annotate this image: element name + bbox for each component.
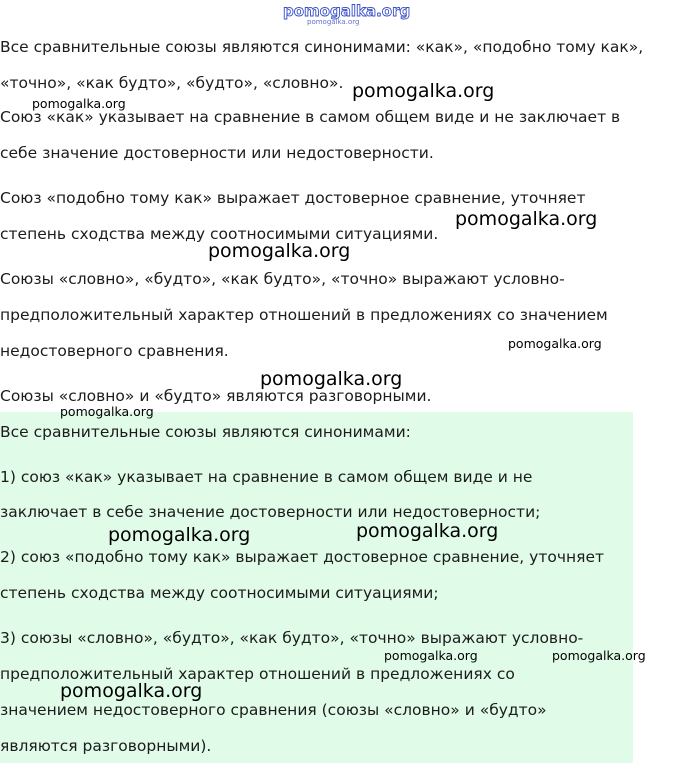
watermark-text: pomogalka.org [455,208,598,230]
answer-line: предположительный характер отношений в предложениях со [0,665,515,683]
theory-line: себе значение достоверности или недостоверности. [0,144,434,162]
theory-line: предположительный характер отношений в предложениях со значением [0,306,608,324]
theory-line: Союз «как» указывает на сравнение в самом общем виде и не заключает в [0,108,621,126]
watermark-text: pomogalka.org [32,96,126,111]
theory-line: недостоверного сравнения. [0,342,229,360]
answer-line: значением недостоверного сравнения (союзы «словно» и «будто» [0,701,547,719]
watermark-text: pomogalka.org [60,680,203,702]
watermark-text: pomogalka.org [356,520,499,542]
theory-line: Союз «подобно тому как» выражает достоверное сравнение, уточняет [0,189,586,207]
answer-line: 3) союзы «словно», «будто», «как будто», «точно» выражают условно- [0,629,584,647]
theory-line: Союзы «словно» и «будто» являются разговорными. [0,387,432,405]
answer-line: 2) союз «подобно тому как» выражает достоверное сравнение, уточняет [0,548,605,566]
header-logo-reflection: pomogalka.org [307,18,360,26]
answer-line: степень сходства между соотносимыми ситуациями; [0,584,439,602]
answer-line: заключает в себе значение достоверности или недостоверности; [0,503,541,521]
watermark-text: pomogalka.org [552,648,646,663]
theory-line: Союзы «словно», «будто», «как будто», «точно» выражают условно- [0,270,565,288]
watermark-text: pomogalka.org [352,80,495,102]
watermark-text: pomogalka.org [384,648,478,663]
watermark-text: pomogalka.org [108,524,251,546]
header-logo: pomogalka.org [283,2,411,20]
watermark-text: pomogalka.org [60,404,154,419]
theory-line: Все сравнительные союзы являются синонимами: «как», «подобно тому как», [0,38,644,56]
watermark-text: pomogalka.org [508,336,602,351]
answer-line: 1) союз «как» указывает на сравнение в самом общем виде и не [0,468,533,486]
theory-line: степень сходства между соотносимыми ситуациями. [0,225,439,243]
answer-line: Все сравнительные союзы являются синонимами: [0,423,411,441]
watermark-text: pomogalka.org [260,368,403,390]
watermark-text: pomogalka.org [208,240,351,262]
answer-line: являются разговорными). [0,737,212,755]
theory-line: «точно», «как будто», «будто», «словно». [0,74,344,92]
